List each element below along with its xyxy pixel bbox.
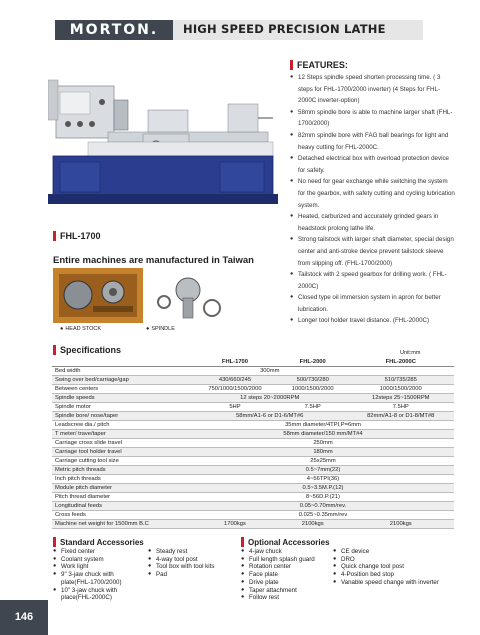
table-row — [52, 466, 454, 475]
standard-accessory-item: ● 9" 3-jaw chuck with plate(FHL-1700/2000) — [53, 571, 141, 586]
optional-accessory-item: ● Quick change tool post — [333, 563, 443, 571]
spec-value — [348, 367, 455, 376]
table-row — [52, 430, 454, 439]
spec-label: Swing over bed/carriage/gap — [52, 376, 192, 385]
spec-label: Spindle motor — [52, 403, 192, 412]
spindle-caption-text: SPINDLE — [151, 326, 175, 332]
optional-accessories-heading — [241, 537, 330, 547]
spindle-photo — [150, 268, 230, 323]
spec-label: Metric pitch threads — [52, 466, 192, 475]
optional-accessories-title: Optional Accessories — [248, 537, 330, 547]
spec-value: 510/735/285 — [348, 376, 455, 385]
page-title: HIGH SPEED PRECISION LATHE — [183, 22, 386, 36]
feature-item: ● 12 Steps spindle speed shorten processing time. ( 3 steps for FHL-1700/2000 inverter) (4 Steps for FHL-2000C inverter-option) — [290, 72, 455, 107]
table-row — [52, 421, 454, 430]
optional-accessory-item: ● Vanable speed change with inverter — [333, 579, 443, 587]
spec-value: 7.5HP — [348, 403, 455, 412]
table-row — [52, 502, 454, 511]
table-row — [52, 520, 454, 529]
table-row — [52, 448, 454, 457]
standard-accessory-item: ● Steady rest — [148, 548, 238, 556]
table-row — [52, 475, 454, 484]
spec-label: Inch pitch threads — [52, 475, 192, 484]
spec-value: 0.5~3.5M.P.(12) — [192, 484, 454, 493]
spec-value: 7.5HP — [278, 403, 348, 412]
feature-item: ● Longer tool holder travel distance. (FHL-2000C) — [290, 315, 455, 327]
accent-bar — [53, 345, 56, 355]
spec-label: Module pitch diameter — [52, 484, 192, 493]
accent-bar — [241, 537, 244, 547]
standard-accessory-item: ● 10" 3-jaw chuck with place(FHL-2000C) — [53, 587, 141, 602]
table-row — [52, 493, 454, 502]
accent-bar — [53, 231, 56, 241]
optional-accessory-item: ● 4-jaw chuck — [241, 548, 331, 556]
spec-label: Leadscrew dia./ pitch — [52, 421, 192, 430]
model-label-text: FHL-1700 — [60, 231, 101, 241]
table-header-blank — [52, 358, 192, 367]
spec-value: 430/660/245 — [192, 376, 278, 385]
spec-value: 2100kgs — [278, 520, 348, 529]
page-header — [0, 0, 480, 44]
optional-accessory-item: ● CE device — [333, 548, 443, 556]
optional-accessories-list-1 — [241, 548, 331, 602]
spec-value: 58mm/A1-6 or D1-6/MT#6 — [192, 412, 348, 421]
standard-accessory-item: ● Work light — [53, 563, 141, 571]
spec-value: 25x25mm — [192, 457, 454, 466]
standard-accessory-item: ● 4-way tool post — [148, 556, 238, 564]
standard-accessory-item: ● Fixed center — [53, 548, 141, 556]
specifications-title: Specifications — [60, 345, 122, 355]
spec-label: Carriage tool holder travel — [52, 448, 192, 457]
spec-label: Between centers — [52, 385, 192, 394]
optional-accessory-item: ● Follow rest — [241, 594, 331, 602]
spec-value: 1000/1500/2000 — [278, 385, 348, 394]
standard-accessories-heading — [53, 537, 144, 547]
lathe-machine-image — [48, 58, 278, 213]
specifications-heading — [53, 345, 121, 355]
standard-accessory-item: ● Coolant system — [53, 556, 141, 564]
specifications-table — [52, 358, 454, 529]
spec-value: 300mm — [192, 367, 348, 376]
spec-label: Carriage cross slide travel — [52, 439, 192, 448]
spec-value: 0.025~0.35mm/rev — [192, 511, 454, 520]
spec-value: 0.5~7mm(22) — [192, 466, 454, 475]
optional-accessory-item: ● Face plate — [241, 571, 331, 579]
spec-label: T meter/ trave/taper — [52, 430, 192, 439]
spec-value: 82mm/A1-8 or D1-8/MT#8 — [348, 412, 455, 421]
spec-label: Bed width — [52, 367, 192, 376]
spec-value: 4~56TPI(36) — [192, 475, 454, 484]
table-row — [52, 403, 454, 412]
standard-accessory-item: ● Pad — [148, 571, 238, 579]
table-row — [52, 376, 454, 385]
optional-accessory-item: ● Full length splash guard — [241, 556, 331, 564]
standard-accessories-list-1 — [53, 548, 141, 602]
spec-label: Carriage cutting tool size — [52, 457, 192, 466]
spec-value: 12steps 25~1500RPM — [348, 394, 455, 403]
made-in-statement: Entire machines are manufactured in Taiwan — [53, 255, 254, 266]
spec-value: 2100kgs — [348, 520, 455, 529]
specifications-body — [52, 367, 454, 529]
model-label — [53, 231, 101, 241]
spec-label: Pitch thread diameter — [52, 493, 192, 502]
features-title: FEATURES: — [297, 60, 348, 70]
table-row — [52, 511, 454, 520]
feature-item: ● Heated, carburized and accurately grinded gears in headstock prolong lathe life. — [290, 211, 455, 234]
feature-item: ● 58mm spindle bore is able to machine larger shaft (FHL-1700/2000) — [290, 107, 455, 130]
head-stock-photo — [53, 268, 143, 323]
optional-accessories-list-2 — [333, 548, 443, 587]
spec-value: 8~56D.P.(21) — [192, 493, 454, 502]
standard-accessory-item: ● Tool box with tool kits — [148, 563, 238, 571]
optional-accessory-item: ● Drive plate — [241, 579, 331, 587]
table-row — [52, 412, 454, 421]
table-row — [52, 367, 454, 376]
standard-accessories-list-2 — [148, 548, 238, 579]
spec-label: Spindle bore/ nose/taper — [52, 412, 192, 421]
spec-value: 180mm — [192, 448, 454, 457]
spec-value: 1700kgs — [192, 520, 278, 529]
feature-item: ● Detached electrical box with overload protection device for safety. — [290, 153, 455, 176]
spindle-caption: ● SPINDLE — [146, 326, 175, 332]
spec-value: 1000/1500/2000 — [348, 385, 455, 394]
standard-accessories-title: Standard Accessories — [60, 537, 144, 547]
spec-value: 500/730/280 — [278, 376, 348, 385]
optional-accessory-item: ● 4-Position bed stop — [333, 571, 443, 579]
table-row — [52, 457, 454, 466]
table-row — [52, 394, 454, 403]
accent-bar — [290, 60, 293, 70]
feature-item: ● No need for gear exchange while switching the system for the gearbox, with safety cutting and cycling lubrication system. — [290, 176, 455, 211]
spec-value: 12 steps 20~2000RPM — [192, 394, 348, 403]
feature-item: ● 82mm spindle bore with FAG ball bearings for light and heavy cutting for FHL-2000C. — [290, 130, 455, 153]
optional-accessory-item: ● DRO — [333, 556, 443, 564]
optional-accessory-item: ● Taper attachment — [241, 587, 331, 595]
brand-logo: MORTON. — [55, 20, 173, 40]
table-row — [52, 439, 454, 448]
spec-value: 0.05~0.70mm/rev. — [192, 502, 454, 511]
table-header-row — [52, 358, 454, 367]
spec-value: 750/1000/1500/2000 — [192, 385, 278, 394]
features-section — [290, 60, 455, 327]
accent-bar — [53, 537, 56, 547]
spec-value: 58mm diameter/150 mm/MT#4 — [192, 430, 454, 439]
optional-accessory-item: ● Rotation center — [241, 563, 331, 571]
table-row — [52, 484, 454, 493]
spec-value: 35mm diameter/4TPI,P=6mm — [192, 421, 454, 430]
head-stock-caption-text: HEAD STOCK — [65, 326, 101, 332]
page-number: 146 — [0, 600, 48, 635]
features-heading — [290, 60, 455, 70]
table-header-cell: FHL-2000 — [278, 358, 348, 367]
table-header-cell: FHL-1700 — [192, 358, 278, 367]
spec-label: Spindle speeds — [52, 394, 192, 403]
spec-value: 250mm — [192, 439, 454, 448]
feature-item: ● Tailstock with 2 speed gearbox for drilling work. ( FHL-2000C) — [290, 269, 455, 292]
table-row — [52, 385, 454, 394]
feature-item: ● Closed type oil immersion system in apron for better lubrication. — [290, 292, 455, 315]
spec-label: Longitudinal feeds — [52, 502, 192, 511]
unit-note: Unit:mm — [400, 350, 421, 356]
feature-item: ● Strong tailstock with larger shaft diameter, special design center and anti-stroke device prevent tailstock sleeve from slipping off. (FHL-1700/2000) — [290, 234, 455, 269]
features-list — [290, 72, 455, 327]
spec-label: Machine net weight for 1500mm B.C — [52, 520, 192, 529]
spec-value: 5HP — [192, 403, 278, 412]
head-stock-caption: ● HEAD STOCK — [60, 326, 101, 332]
spec-label: Cross feeds — [52, 511, 192, 520]
table-header-cell: FHL-2000C — [348, 358, 455, 367]
